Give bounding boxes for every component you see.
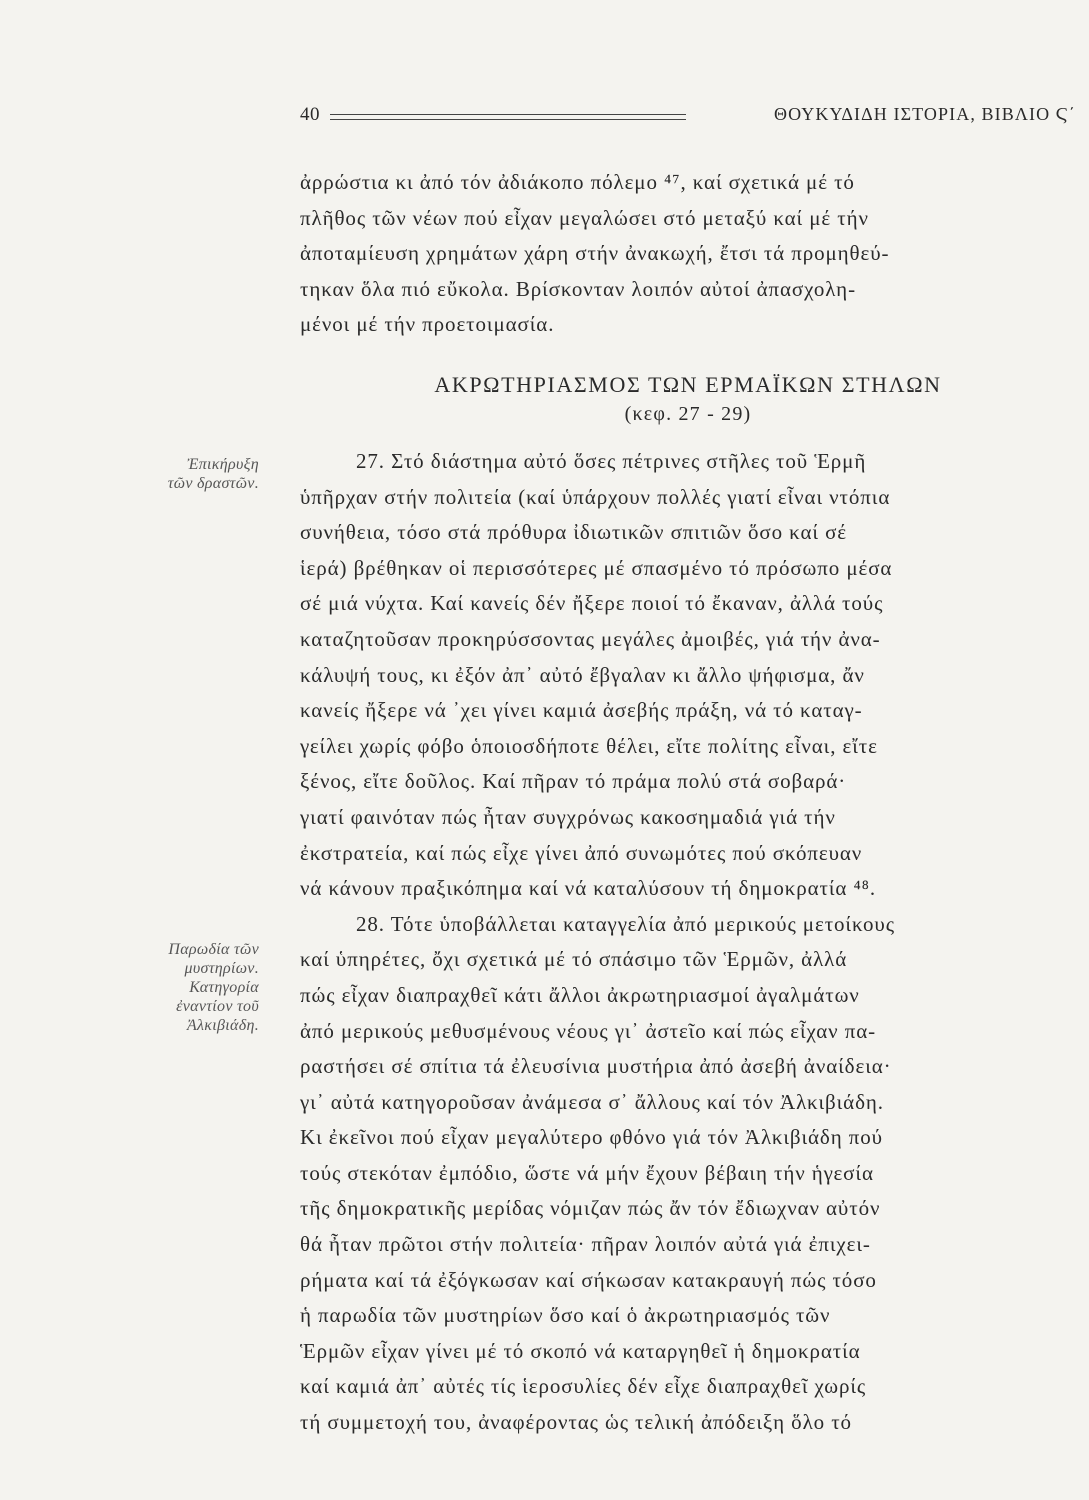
margin-note-line: τῶν δραστῶν. — [167, 475, 259, 492]
text-line: ρήματα καί τά ἐξόγκωσαν καί σήκωσαν κατακραυγή πώς τόσο — [300, 1267, 877, 1292]
margin-note-line: Ἀλκιβιάδη. — [186, 1017, 259, 1034]
margin-note-line: ἐναντίον τοῦ — [176, 998, 259, 1015]
margin-note-line: Κατηγορία — [189, 979, 259, 996]
text-line: κανείς ἤξερε νά ᾽χει γίνει καμιά ἀσεβής πράξη, νά τό καταγ- — [300, 698, 863, 723]
text-line: ξένος, εἴτε δοῦλος. Καί πῆραν τό πράμα πολύ στά σοβαρά· — [300, 769, 847, 794]
margin-note-parody — [168, 940, 259, 1035]
text-line: κάλυψή τους, κι ἐξόν ἀπ᾽ αὐτό ἔβγαλαν κι ἄλλο ψήφισμα, ἄν — [300, 662, 865, 687]
text-line: τηκαν ὅλα πιό εὔκολα. Βρίσκονταν λοιπόν αὐτοί ἀπασχολη- — [300, 276, 856, 301]
text-line: συνήθεια, τόσο στά πρόθυρα ἰδιωτικῶν σπιτιῶν ὅσο καί σέ — [300, 520, 848, 545]
chapter-reference: (κεφ. 27 - 29) — [624, 403, 752, 425]
running-header — [300, 104, 1076, 130]
text-line: ὑπῆρχαν στήν πολιτεία (καί ὑπάρχουν πολλές γιατί εἶναι ντόπια — [300, 484, 891, 509]
paragraph-28 — [300, 907, 1076, 1441]
text-line: ἀποταμίευση χρημάτων χάρη στήν ἀνακωχή, ἔτσι τά προμηθεύ- — [300, 241, 890, 266]
running-title: ΘΟΥΚΥΔΙΔΗ ΙΣΤΟΡΙΑ, ΒΙΒΛΙΟ Ϛ΄ — [774, 104, 1076, 124]
section-heading-block — [300, 370, 1076, 428]
text-line: ἀπό μερικούς μεθυσμένους νέους γι᾽ ἀστεῖο καί πώς εἶχαν πα- — [300, 1018, 877, 1043]
text-line: γιατί φαινόταν πώς ἦταν συγχρόνως κακοσημαδιά γιά τήν — [300, 804, 836, 829]
page-number: 40 — [300, 104, 320, 125]
text-line: ἀρρώστια κι ἀπό τόν ἀδιάκοπο πόλεμο ⁴⁷, καί σχετικά μέ τό — [300, 170, 855, 194]
margin-note-proclamation — [168, 455, 259, 493]
header-double-rule — [330, 114, 686, 120]
text-line: Ἑρμῶν εἶχαν γίνει μέ τό σκοπό νά καταργηθεῖ ἡ δημοκρατία — [300, 1338, 861, 1363]
text-line: θά ἦταν πρῶτοι στήν πολιτεία· πῆραν λοιπόν αὐτά γιά ἐπιχει- — [300, 1232, 871, 1257]
text-line: μένοι μέ τήν προετοιμασία. — [300, 312, 555, 337]
main-text — [300, 444, 1076, 1441]
text-line: ἡ παρωδία τῶν μυστηρίων ὅσο καί ὁ ἀκρωτηριασμός τῶν — [300, 1303, 831, 1328]
text-line: γείλει χωρίς φόβο ὁποιοσδήποτε θέλει, εἴτε πολίτης εἶναι, εἴτε — [300, 733, 878, 758]
text-line: πλῆθος τῶν νέων πού εἶχαν μεγαλώσει στό μεταξύ καί μέ τήν — [300, 205, 869, 230]
text-line: νά κάνουν πραξικόπημα καί νά καταλύσουν τή δημοκρατία ⁴⁸. — [300, 876, 877, 901]
text-line: ἐκστρατεία, καί πώς εἶχε γίνει ἀπό συνωμότες πού σκόπευαν — [300, 840, 863, 865]
text-line: 28. Τότε ὑποβάλλεται καταγγελία ἀπό μερικούς μετοίκους — [356, 911, 895, 936]
margin-note-line: Παρωδία τῶν — [168, 941, 259, 958]
text-line: καί καμιά ἀπ᾽ αὐτές τίς ἱεροσυλίες δέν εἶχε διαπραχθεῖ χωρίς — [300, 1374, 867, 1399]
text-line: σέ μιά νύχτα. Καί κανείς δέν ἤξερε ποιοί τό ἔκαναν, ἀλλά τούς — [300, 591, 884, 616]
margin-note-line: μυστηρίων. — [184, 960, 259, 977]
text-line: πώς εἶχαν διαπραχθεῖ κάτι ἄλλοι ἀκρωτηριασμοί ἀγαλμάτων — [300, 982, 860, 1007]
text-line: τούς στεκόταν ἐμπόδιο, ὥστε νά μήν ἔχουν βέβαιη τήν ἡγεσία — [300, 1160, 874, 1185]
text-line: ραστήσει σέ σπίτια τά ἐλευσίνια μυστήρια ἀπό ἀσεβή ἀναίδεια· — [300, 1054, 892, 1079]
intro-paragraph — [300, 165, 1076, 343]
text-line: γι᾽ αὐτά κατηγοροῦσαν ἀνάμεσα σ᾽ ἄλλους καί τόν Ἀλκιβιάδη. — [300, 1089, 884, 1114]
text-line: καί ὑπηρέτες, ὄχι σχετικά μέ τό σπάσιμο τῶν Ἑρμῶν, ἀλλά — [300, 947, 848, 972]
text-line: τῆς δημοκρατικῆς μερίδας νόμιζαν πώς ἄν τόν ἔδιωχναν αὐτόν — [300, 1196, 881, 1221]
text-line: ἱερά) βρέθηκαν οἱ περισσότερες μέ σπασμένο τό πρόσωπο μέσα — [300, 555, 893, 580]
text-line: 27. Στό διάστημα αὐτό ὅσες πέτρινες στῆλες τοῦ Ἑρμῆ — [356, 449, 867, 473]
section-heading: ΑΚΡΩΤΗΡΙΑΣΜΟΣ ΤΩΝ ΕΡΜΑΪΚΩΝ ΣΤΗΛΩΝ — [434, 372, 942, 397]
margin-note-line: Ἐπικήρυξη — [187, 456, 259, 473]
text-line: καταζητοῦσαν προκηρύσσοντας μεγάλες ἀμοιβές, γιά τήν ἀνα- — [300, 626, 881, 651]
text-line: Κι ἐκεῖνοι πού εἶχαν μεγαλύτερο φθόνο γιά τόν Ἀλκιβιάδη πού — [300, 1125, 883, 1150]
paragraph-27 — [300, 444, 1076, 907]
text-line: τή συμμετοχή του, ἀναφέροντας ὡς τελική ἀπόδειξη ὅλο τό — [300, 1410, 852, 1435]
